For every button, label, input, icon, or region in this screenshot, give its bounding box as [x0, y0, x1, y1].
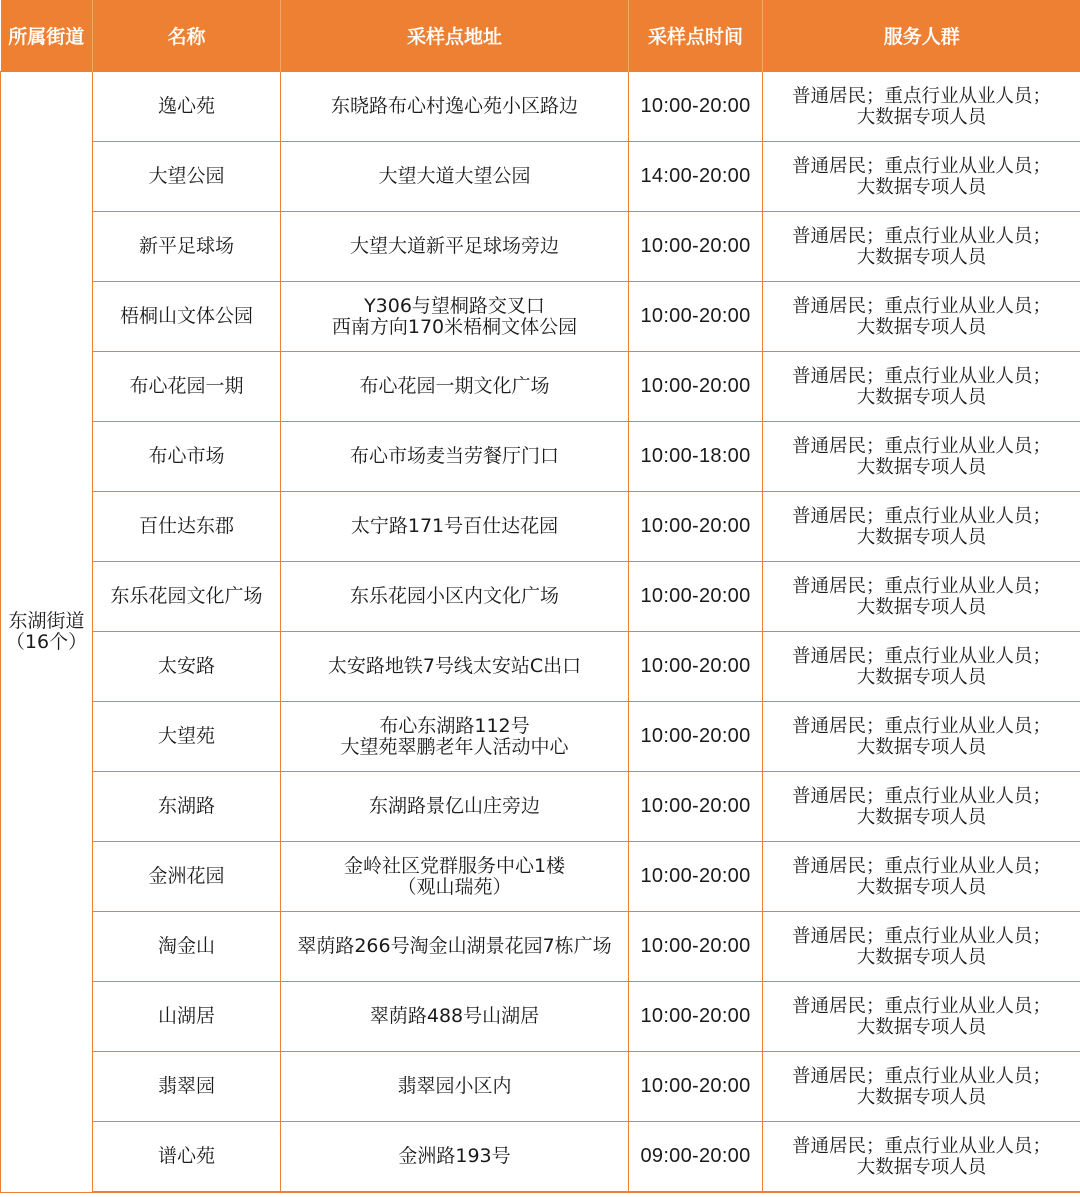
site-people-line: 大数据专项人员	[856, 806, 987, 828]
site-address-line: 西南方向170米梧桐文体公园	[331, 315, 578, 338]
table-row	[1, 212, 1080, 282]
table-row	[1, 282, 1080, 352]
site-name-cell: 布心市场	[93, 422, 281, 492]
site-people-line: 大数据专项人员	[856, 1016, 987, 1038]
site-address-line: 布心市场麦当劳餐厅门口	[349, 445, 559, 467]
site-name-cell: 新平足球场	[93, 212, 281, 282]
site-people-line: 大数据专项人员	[856, 526, 987, 548]
site-address-line: 太宁路171号百仕达花园	[350, 515, 559, 537]
site-address-line: 东湖路景亿山庄旁边	[368, 795, 540, 817]
site-people-line: 大数据专项人员	[856, 596, 987, 618]
site-address-line: Y306与望桐路交叉口	[364, 294, 545, 317]
site-people-cell	[763, 142, 1080, 212]
site-address-line: 东乐花园小区内文化广场	[349, 585, 559, 607]
table-row	[1, 562, 1080, 632]
table-row	[1, 702, 1080, 772]
site-people-line: 普通居民；重点行业从业人员；	[791, 1135, 1051, 1157]
site-people-cell	[763, 702, 1080, 772]
site-name-cell: 百仕达东郡	[93, 492, 281, 562]
district-count: （16个）	[5, 630, 88, 653]
site-time-cell: 10:00-18:00	[629, 422, 763, 492]
table-row	[1, 912, 1080, 982]
header-name: 名称	[93, 0, 281, 72]
site-address-line: 翡翠园小区内	[397, 1075, 512, 1097]
site-people-line: 普通居民；重点行业从业人员；	[791, 295, 1051, 317]
site-address-cell	[281, 562, 629, 632]
table-row	[1, 842, 1080, 912]
site-people-line: 大数据专项人员	[856, 456, 987, 478]
site-people-cell	[763, 422, 1080, 492]
site-people-line: 普通居民；重点行业从业人员；	[791, 855, 1051, 877]
site-time-cell: 10:00-20:00	[629, 842, 763, 912]
header-address: 采样点地址	[281, 0, 629, 72]
site-people-cell	[763, 352, 1080, 422]
site-people-line: 普通居民；重点行业从业人员；	[791, 785, 1051, 807]
table-row	[1, 982, 1080, 1052]
site-people-line: 大数据专项人员	[856, 176, 987, 198]
site-people-cell	[763, 562, 1080, 632]
site-address-line: 翠荫路266号淘金山湖景花园7栋广场	[297, 935, 612, 957]
site-address-line: 大望大道大望公园	[378, 165, 531, 187]
site-people-line: 大数据专项人员	[856, 1156, 987, 1178]
site-time-cell: 10:00-20:00	[629, 492, 763, 562]
site-people-line: 大数据专项人员	[856, 946, 987, 968]
site-people-line: 大数据专项人员	[856, 1086, 987, 1108]
site-name-cell: 太安路	[93, 632, 281, 702]
site-time-cell: 10:00-20:00	[629, 1052, 763, 1122]
site-people-cell	[763, 982, 1080, 1052]
table-row	[1, 142, 1080, 212]
table-row	[1, 772, 1080, 842]
table-row	[1, 1122, 1080, 1193]
site-name-cell: 布心花园一期	[93, 352, 281, 422]
header-district: 所属街道	[1, 0, 93, 72]
table-row	[1, 422, 1080, 492]
site-people-line: 大数据专项人员	[856, 246, 987, 268]
site-address-line: 金岭社区党群服务中心1楼	[343, 854, 566, 877]
site-address-line: 太安路地铁7号线太安站C出口	[327, 655, 582, 677]
site-people-line: 大数据专项人员	[856, 386, 987, 408]
site-time-cell: 10:00-20:00	[629, 282, 763, 352]
site-people-line: 大数据专项人员	[856, 106, 987, 128]
site-people-cell	[763, 632, 1080, 702]
site-time-cell: 10:00-20:00	[629, 352, 763, 422]
table-body	[1, 72, 1080, 1193]
site-people-line: 普通居民；重点行业从业人员；	[791, 925, 1051, 947]
site-name-cell: 梧桐山文体公园	[93, 282, 281, 352]
table-header-row	[1, 0, 1080, 72]
site-name-cell: 谱心苑	[93, 1122, 281, 1193]
table-row	[1, 492, 1080, 562]
site-time-cell: 14:00-20:00	[629, 142, 763, 212]
site-people-line: 普通居民；重点行业从业人员；	[791, 715, 1051, 737]
site-name-cell: 大望苑	[93, 702, 281, 772]
table-row	[1, 72, 1080, 142]
site-people-line: 普通居民；重点行业从业人员；	[791, 995, 1051, 1017]
site-address-cell	[281, 212, 629, 282]
site-address-line: 大望大道新平足球场旁边	[349, 235, 559, 257]
site-address-cell	[281, 492, 629, 562]
site-people-cell	[763, 212, 1080, 282]
site-address-cell	[281, 632, 629, 702]
site-name-cell: 逸心苑	[93, 72, 281, 142]
site-address-cell	[281, 982, 629, 1052]
site-address-line: 翠荫路488号山湖居	[369, 1005, 540, 1027]
site-people-line: 大数据专项人员	[856, 876, 987, 898]
site-address-cell	[281, 282, 629, 352]
site-address-line: 大望苑翠鹏老年人活动中心	[340, 735, 569, 758]
site-name-cell: 山湖居	[93, 982, 281, 1052]
site-people-line: 普通居民；重点行业从业人员；	[791, 575, 1051, 597]
site-people-line: 普通居民；重点行业从业人员；	[791, 435, 1051, 457]
site-people-line: 普通居民；重点行业从业人员；	[791, 225, 1051, 247]
site-time-cell: 10:00-20:00	[629, 702, 763, 772]
site-name-cell: 金洲花园	[93, 842, 281, 912]
site-people-line: 普通居民；重点行业从业人员；	[791, 85, 1051, 107]
site-people-cell	[763, 772, 1080, 842]
site-people-line: 大数据专项人员	[856, 316, 987, 338]
site-name-cell: 大望公园	[93, 142, 281, 212]
site-address-cell	[281, 772, 629, 842]
site-address-cell	[281, 72, 629, 142]
district-name: 东湖街道	[8, 609, 85, 632]
site-address-line: 东晓路布心村逸心苑小区路边	[330, 95, 578, 117]
site-name-cell: 东湖路	[93, 772, 281, 842]
site-address-line: 布心花园一期文化广场	[359, 375, 550, 397]
site-address-cell	[281, 702, 629, 772]
site-address-cell	[281, 422, 629, 492]
site-name-cell: 淘金山	[93, 912, 281, 982]
site-people-cell	[763, 842, 1080, 912]
site-address-line: （观山瑞苑）	[397, 875, 512, 898]
site-people-cell	[763, 282, 1080, 352]
table-row	[1, 1052, 1080, 1122]
site-time-cell: 10:00-20:00	[629, 562, 763, 632]
site-address-line: 布心东湖路112号	[379, 714, 530, 737]
site-address-cell	[281, 842, 629, 912]
site-people-cell	[763, 1122, 1080, 1193]
header-people: 服务人群	[763, 0, 1080, 72]
table-row	[1, 352, 1080, 422]
site-time-cell: 10:00-20:00	[629, 912, 763, 982]
table-row	[1, 632, 1080, 702]
site-people-cell	[763, 1052, 1080, 1122]
site-people-line: 普通居民；重点行业从业人员；	[791, 365, 1051, 387]
site-address-cell	[281, 1052, 629, 1122]
header-time: 采样点时间	[629, 0, 763, 72]
site-people-line: 普通居民；重点行业从业人员；	[791, 505, 1051, 527]
site-people-line: 大数据专项人员	[856, 736, 987, 758]
site-people-cell	[763, 72, 1080, 142]
site-address-cell	[281, 912, 629, 982]
site-people-line: 普通居民；重点行业从业人员；	[791, 1065, 1051, 1087]
district-cell	[1, 72, 93, 1193]
site-people-line: 大数据专项人员	[856, 666, 987, 688]
site-name-cell: 翡翠园	[93, 1052, 281, 1122]
site-people-line: 普通居民；重点行业从业人员；	[791, 155, 1051, 177]
site-address-cell	[281, 1122, 629, 1193]
site-address-cell	[281, 352, 629, 422]
site-time-cell: 10:00-20:00	[629, 982, 763, 1052]
site-time-cell: 10:00-20:00	[629, 212, 763, 282]
site-address-cell	[281, 142, 629, 212]
site-time-cell: 10:00-20:00	[629, 72, 763, 142]
site-address-line: 金洲路193号	[398, 1145, 511, 1167]
site-people-cell	[763, 912, 1080, 982]
site-time-cell: 09:00-20:00	[629, 1122, 763, 1193]
site-time-cell: 10:00-20:00	[629, 772, 763, 842]
site-people-cell	[763, 492, 1080, 562]
site-name-cell: 东乐花园文化广场	[93, 562, 281, 632]
site-time-cell: 10:00-20:00	[629, 632, 763, 702]
site-people-line: 普通居民；重点行业从业人员；	[791, 645, 1051, 667]
